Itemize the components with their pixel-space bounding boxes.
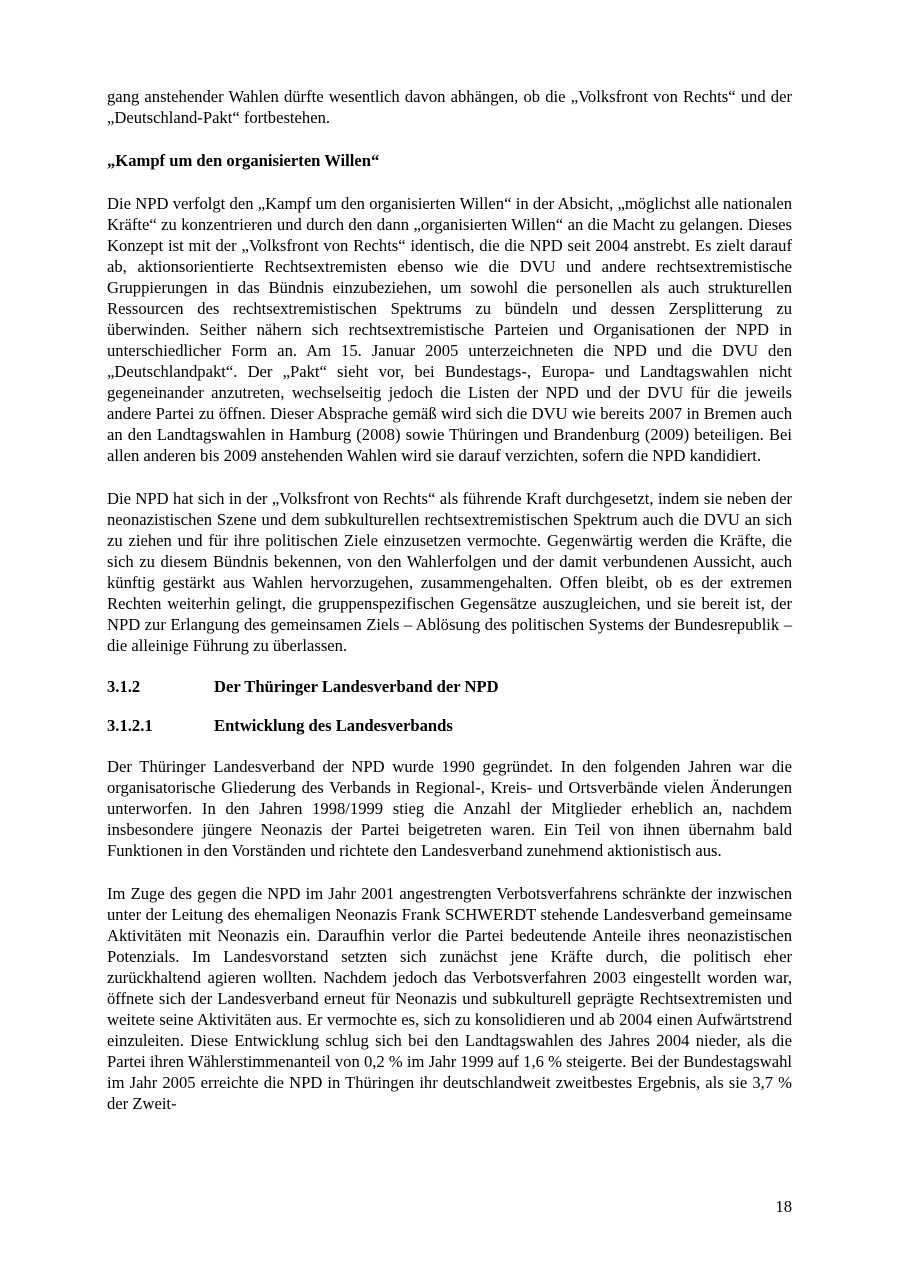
subheading-kampf: „Kampf um den organisierten Willen“ — [107, 151, 380, 170]
section-heading-3-1-2 — [107, 676, 792, 697]
section-title: Der Thüringer Landesverband der NPD — [214, 677, 499, 696]
section-heading-3-1-2-1 — [107, 715, 792, 736]
page-number: 18 — [775, 1197, 792, 1216]
section-number: 3.1.2.1 — [107, 716, 153, 735]
paragraph-verbotsverfahren: Im Zuge des gegen die NPD im Jahr 2001 angestrengten Verbotsverfahrens schränkte der inzwischen unter der Leitung des ehemaligen Neonazis Frank SCHWERDT stehende Landesverband gemeinsame Aktivitäten mit Neonazis ein. Daraufhin verlor die Partei bedeutende Anteile ihres neonazistischen Potenzials. Im Landesvorstand setzten sich zunächst jene Kräfte durch, die politisch eher zurückhaltend agieren wollten. Nachdem jedoch das Verbotsverfahren 2003 eingestellt worden war, öffnete sich der Landesverband erneut für Neonazis und subkulturell geprägte Rechtsextremisten und weitete seine Aktivitäten aus. Er vermochte es, sich zu konsolidieren und ab 2004 einen Aufwärtstrend einzuleiten. Diese Entwicklung schlug sich bei den Landtagswahlen des Jahres 2004 nieder, als die Partei ihren Wählerstimmenanteil von 0,2 % im Jahr 1999 auf 1,6 % steigerte. Bei der Bundestagswahl im Jahr 2005 erreichte die NPD in Thüringen ihr deutschlandweit zweitbestes Ergebnis, als sie 3,7 % der Zweit- — [107, 884, 792, 1113]
paragraph-volksfront: Die NPD hat sich in der „Volksfront von Rechts“ als führende Kraft durchgesetzt, indem sie neben der neonazistischen Szene und dem subkulturellen rechtsextremistischen Spektrum auch die DVU an sich zu ziehen und für ihre politischen Ziele einzusetzen vermochte. Gegenwärtig werden die Kräfte, die sich zu diesem Bündnis bekennen, von den Wahlerfolgen und der damit verbundenen Aussicht, auch künftig gestärkt aus Wahlen hervorzugehen, zusammengehalten. Offen bleibt, ob es der extremen Rechten weiterhin gelingt, die gruppenspezifischen Gegensätze auszugleichen, und sie bereit ist, der NPD zur Erlangung des gemeinsamen Ziels – Ablösung des politischen Systems der Bundesrepublik – die alleinige Führung zu überlassen. — [107, 489, 792, 655]
section-title: Entwicklung des Landesverbands — [214, 716, 453, 735]
intro-paragraph: gang anstehender Wahlen dürfte wesentlich davon abhängen, ob die „Volksfront von Rechts“ und der „Deutschland-Pakt“ fortbestehen. — [107, 87, 792, 127]
paragraph-kampf: Die NPD verfolgt den „Kampf um den organisierten Willen“ in der Absicht, „möglichst alle nationalen Kräfte“ zu konzentrieren und durch den dann „organisierten Willen“ an die Macht zu gelangen. Dieses Konzept ist mit der „Volksfront von Rechts“ identisch, die die NPD seit 2004 anstrebt. Es zielt darauf ab, aktionsorientierte Rechtsextremisten ebenso wie die DVU und andere rechtsextremistische Gruppierungen in das Bündnis einzubeziehen, um sowohl die personellen als auch strukturellen Ressourcen des rechtsextremistischen Spektrums zu bündeln und dessen Zersplitterung zu überwinden. Seither nähern sich rechtsextremistische Parteien und Organisationen der NPD in unterschiedlicher Form an. Am 15. Januar 2005 unterzeichneten die NPD und die DVU den „Deutschlandpakt“. Der „Pakt“ sieht vor, bei Bundestags-, Europa- und Landtagswahlen nicht gegeneinander anzutreten, wechselseitig jedoch die Listen der NPD und der DVU für die jeweils andere Partei zu öffnen. Dieser Absprache gemäß wird sich die DVU wie bereits 2007 in Bremen auch an den Landtagswahlen in Hamburg (2008) sowie Thüringen und Brandenburg (2009) beteiligen. Bei allen anderen bis 2009 anstehenden Wahlen wird sie darauf verzichten, sofern die NPD kandidiert. — [107, 194, 792, 465]
page-body — [107, 86, 792, 1114]
section-number: 3.1.2 — [107, 677, 141, 696]
paragraph-landesverband: Der Thüringer Landesverband der NPD wurde 1990 gegründet. In den folgenden Jahren war die organisatorische Gliederung des Verbands in Regional-, Kreis- und Ortsverbände vielen Änderungen unterworfen. In den Jahren 1998/1999 stieg die Anzahl der Mitglieder erheblich an, nachdem insbesondere jüngere Neonazis der Partei beigetreten waren. Ein Teil von ihnen übernahm bald Funktionen in den Vorständen und richtete den Landesverband zunehmend aktionistisch aus. — [107, 757, 792, 860]
